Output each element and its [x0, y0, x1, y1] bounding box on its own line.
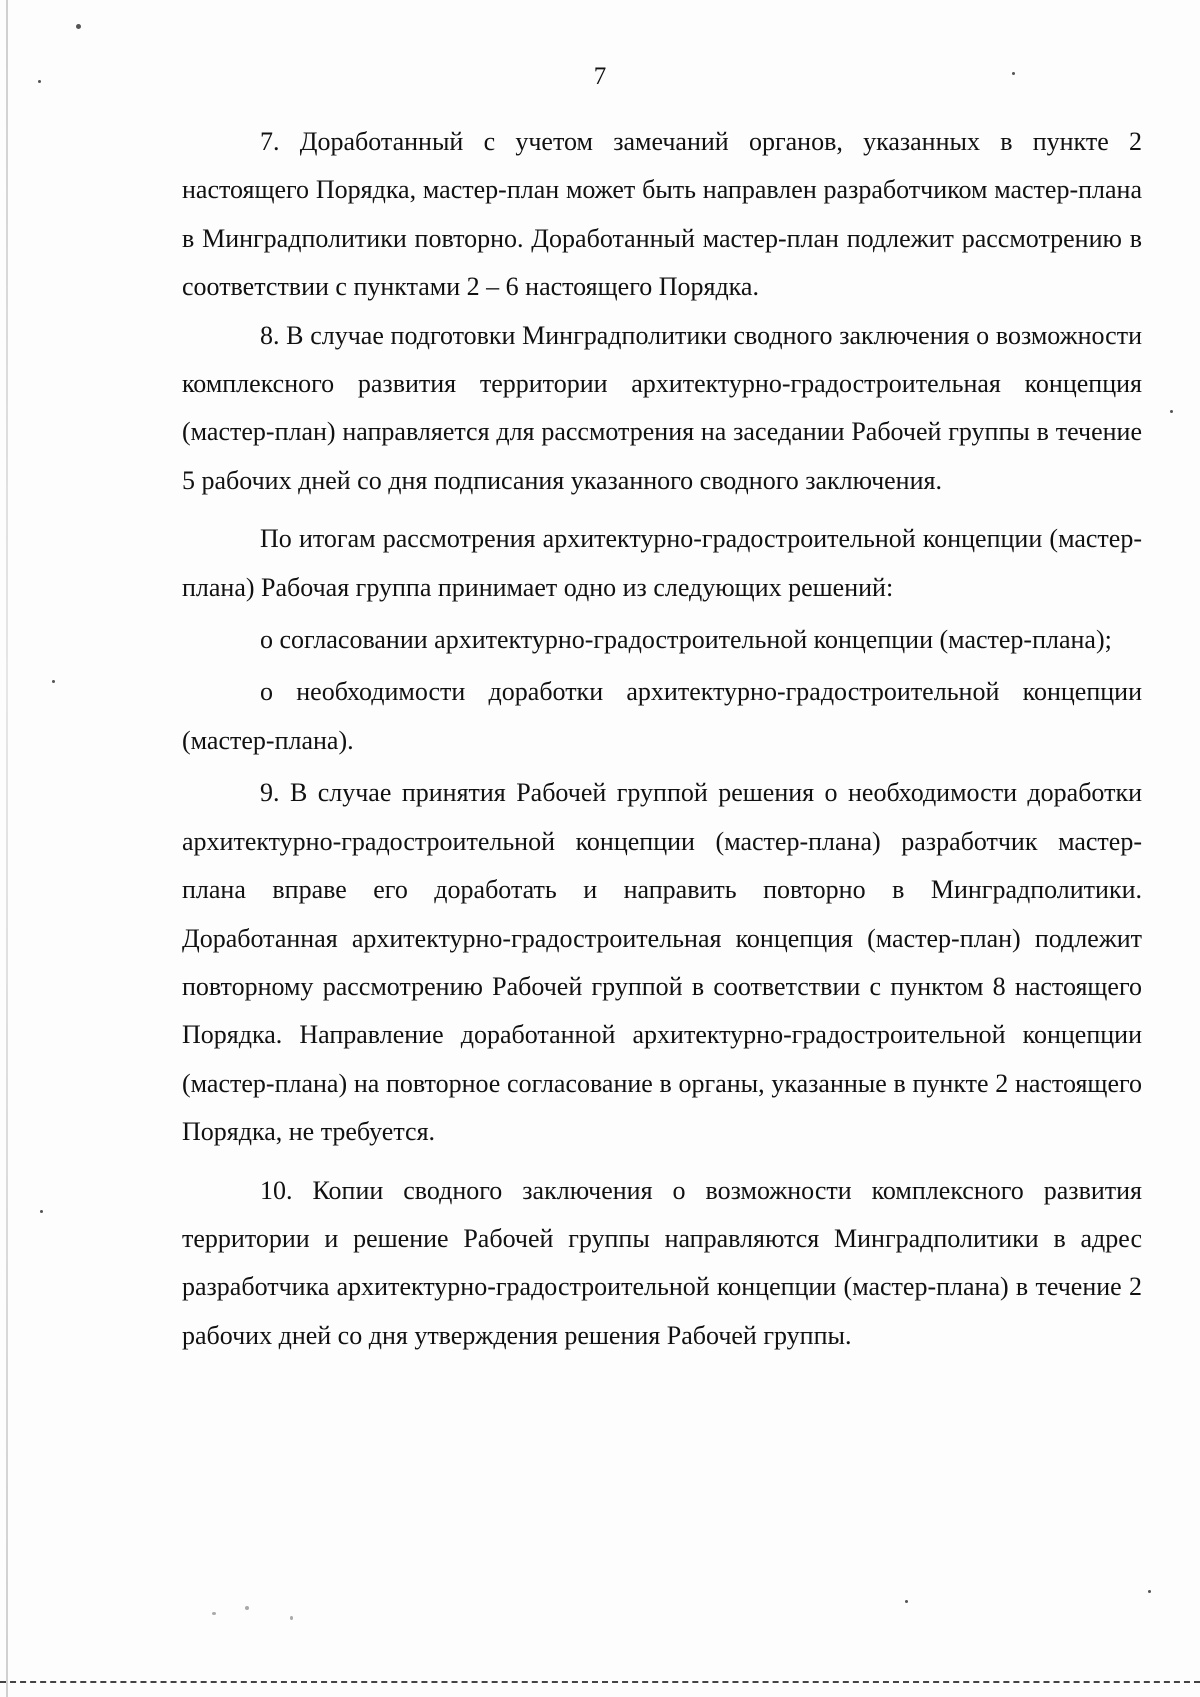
- scan-edge-left: [6, 0, 8, 1697]
- scan-speck: [290, 1616, 293, 1620]
- scan-bottom-rule: [0, 1681, 1200, 1683]
- scan-speck: [38, 80, 41, 83]
- scan-speck: [245, 1606, 249, 1610]
- paragraph-results-intro: По итогам рассмотрения архитектурно-градостроительной концепции (мастер-плана) Рабочая группа принимает одно из следующих решений:: [182, 524, 1142, 602]
- paragraph-item-8: 8. В случае подготовки Минградполитики сводного заключения о возможности комплексного развития территории архитектурно-градостроительная концепция (мастер-план) направляется для рассмотрения на заседании Рабочей группы в течение 5 рабочих дней со дня подписания указанного сводного заключения.: [182, 320, 1142, 495]
- scan-speck: [905, 1600, 908, 1603]
- paragraph-item-10: 10. Копии сводного заключения о возможности комплексного развития территории и решение Рабочей группы направляются Минградполитики в адрес разработчика архитектурно-градостроительной концепции (мастер-плана) в течение 2 рабочих дней со дня утверждения решения Рабочей группы.: [182, 1175, 1142, 1350]
- paragraph-decision-approve: о согласовании архитектурно-градостроительной концепции (мастер-плана);: [260, 625, 1112, 655]
- paragraph-item-7: 7. Доработанный с учетом замечаний органов, указанных в пункте 2 настоящего Порядка, мастер-план может быть направлен разработчиком мастер-плана в Минградполитики повторно. Доработанный мастер-план подлежит рассмотрению в соответствии с пунктами 2 – 6 настоящего Порядка.: [182, 127, 1142, 302]
- scan-speck: [1170, 410, 1173, 413]
- page-number: 7: [593, 63, 607, 90]
- scan-speck: [1148, 1590, 1151, 1593]
- scan-speck: [40, 1210, 43, 1213]
- scan-speck: [1012, 72, 1015, 75]
- scan-speck: [76, 24, 81, 29]
- paragraph-item-9: 9. В случае принятия Рабочей группой решения о необходимости доработки архитектурно-градостроительной концепции (мастер-плана) разработчик мастер-плана вправе его доработать и направить повторно в Минградполитики. Доработанная архитектурно-градостроительная концепция (мастер-план) подлежит повторному рассмотрению Рабочей группой в соответствии с пунктом 8 настоящего Порядка. Направление доработанной архитектурно-градостроительной концепции (мастер-плана) на повторное согласование в органы, указанные в пункте 2 настоящего Порядка, не требуется.: [182, 778, 1142, 1147]
- scan-speck: [212, 1612, 216, 1615]
- document-body: [182, 118, 1142, 1360]
- scan-speck: [52, 680, 55, 683]
- paragraph-decision-revise: о необходимости доработки архитектурно-градостроительной концепции (мастер-плана).: [182, 677, 1142, 755]
